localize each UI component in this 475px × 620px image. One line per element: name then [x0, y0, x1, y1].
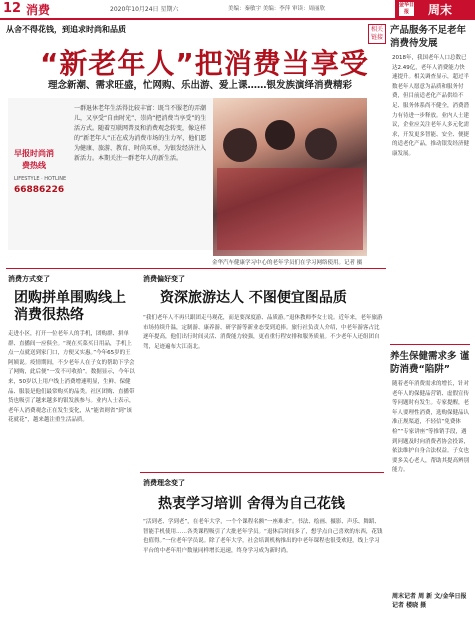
lead-subhead: 理念新潮、需求旺盛，忙网购、乐出游、爱上课……银发族演绎消费精彩 — [48, 80, 353, 91]
photo-figure — [305, 128, 337, 160]
photo-caption: 金华汽车健康学习中心的老年学员们在学习网络使用。记者 摄 — [212, 260, 363, 266]
lead-kicker: 从舍不得花钱，到追求时尚和品质 — [6, 25, 126, 34]
intro-text: 一群退休老年生活得比较丰富：既当不服老的弄潮儿，又享受“自由时光”、崇尚“把消费当享受”的生活方式。随着互联网普及和消费观念转变，像这样的“新老年人”正在成为消费市场的生力军，他们愿为健康、旅游、教育、时尚买单，为银发经济注入新活力。本期关注一群老年人的新生活。 — [74, 105, 207, 162]
sidebar-title: 产品服务不足老年消费待发展 — [390, 25, 467, 49]
article-3-kicker: 消费理念变了 — [143, 479, 185, 487]
brand-name: 周末 — [428, 3, 453, 17]
article-2-kicker: 消费偏好变了 — [143, 275, 185, 283]
sidebar-body-2: 随着老年消费需求的增长，针对老年人的保健品营销、虚假宣传等问题时有发生。专家提醒，老年人要理性消费，选购保健品认准正规渠道，不轻信“免费体检”“专家讲座”等推销手段，遇到问题及时向消费者协会投诉，依法维护自身合法权益。子女也要多关心老人，帮助其提高辨别能力。 — [392, 381, 470, 474]
divider — [140, 472, 384, 473]
photo-figure — [265, 120, 295, 150]
photo-crowd — [217, 168, 363, 250]
photo-figure — [223, 128, 257, 162]
sidebar-byline: 周末记者 周 新 文/金华日报记者 楼晓 摄 — [392, 593, 467, 609]
editor-credits: 美编：秦敏宇 美编：李萍 审读：周丽欣 — [228, 6, 325, 12]
dateline: 2020年10月24日 星期六 — [110, 6, 179, 13]
section-name: 消费 — [26, 3, 51, 17]
hotline-phone: 66886226 — [14, 185, 65, 195]
sidebar-tag: 相关链接 — [368, 24, 386, 44]
hotline-logo-sub: LIFESTYLE · HOTLINE — [14, 176, 67, 182]
brand-mark: 金华日报 — [399, 2, 415, 15]
divider — [390, 344, 470, 345]
lead-headline: “新老年人”把消费当享受 — [40, 47, 369, 80]
article-1-body: 走进小区，打开一位老年人的手机，团购群、拼单群、直播间一应俱全。“现在买菜买日用品，手机上点一点就送到家门口，方便又实惠。”今年65岁的王阿姨说。疫情期间，不少老年人在子女的帮助下学会了网购，此后便“一发不可收拾”。数据显示，今年以来，50岁以上用户线上消费增速明显，生鲜、保健品、服装是他们最常购买的品类。社区团购、直播带货也吸引了越来越多的银发族参与。业内人士表示，老年人消费观念正在发生变化，从“能省则省”到“该花就花”，越来越注重生活品质。 — [8, 331, 135, 424]
sidebar-title-2: 养生保健需求多 谨防消费“陷阱” — [390, 351, 470, 375]
brand-box — [395, 0, 475, 18]
article-1-kicker: 消费方式变了 — [8, 275, 50, 283]
page-number: 12 — [3, 1, 22, 16]
hotline-logo: 早报时尚消费热线 — [14, 149, 54, 170]
article-2-title: 资深旅游达人 不图便宜图品质 — [160, 290, 347, 306]
sidebar-body: 2018年，我国老年人口总数已达2.49亿，老年人消费能力快速提升。相关调查显示，超过半数老年人愿意为品质和服务付费，但目前适老化产品供给不足、服务体系尚不健全，消费潜力有待进一步释放。业内人士建议，企业应关注老年人多元化需求，开发更多智能、安全、便捷的适老化产品，推动银发经济健康发展。 — [392, 55, 470, 157]
article-3-body: “活到老、学到老”，在老年大学，一个个课程名额“一座难求”。书法、绘画、摄影、声乐、舞蹈、智能手机使用……各类课程吸引了大批老年学员。“退休后时间多了，想学点自己喜欢的东西，花钱也值得。”一位老年学员说。除了老年大学，社会培训机构推出的中老年课程也很受欢迎，线上学习平台的中老年用户数量同样增长迅速，终身学习成为新时尚。 — [143, 519, 383, 554]
lead-photo — [213, 98, 367, 256]
article-3-title: 热衷学习培训 舍得为自己花钱 — [158, 496, 345, 512]
divider — [6, 268, 386, 269]
article-1-title: 团购拼单围购线上消费很热络 — [14, 290, 126, 323]
article-2-body: “我们老年人不再只跟团走马观花，而是要深度游、品质游。”退休教师李女士说。近年来，老年旅游市场持续升温，定制游、康养游、研学游等新业态受到追捧。旅行社负责人介绍，中老年游客占比逐年提高，他们出行时间灵活、消费能力较强，更看重行程安排和服务质量。不少老年人还组团自驾，足迹遍布大江南北。 — [143, 315, 383, 350]
